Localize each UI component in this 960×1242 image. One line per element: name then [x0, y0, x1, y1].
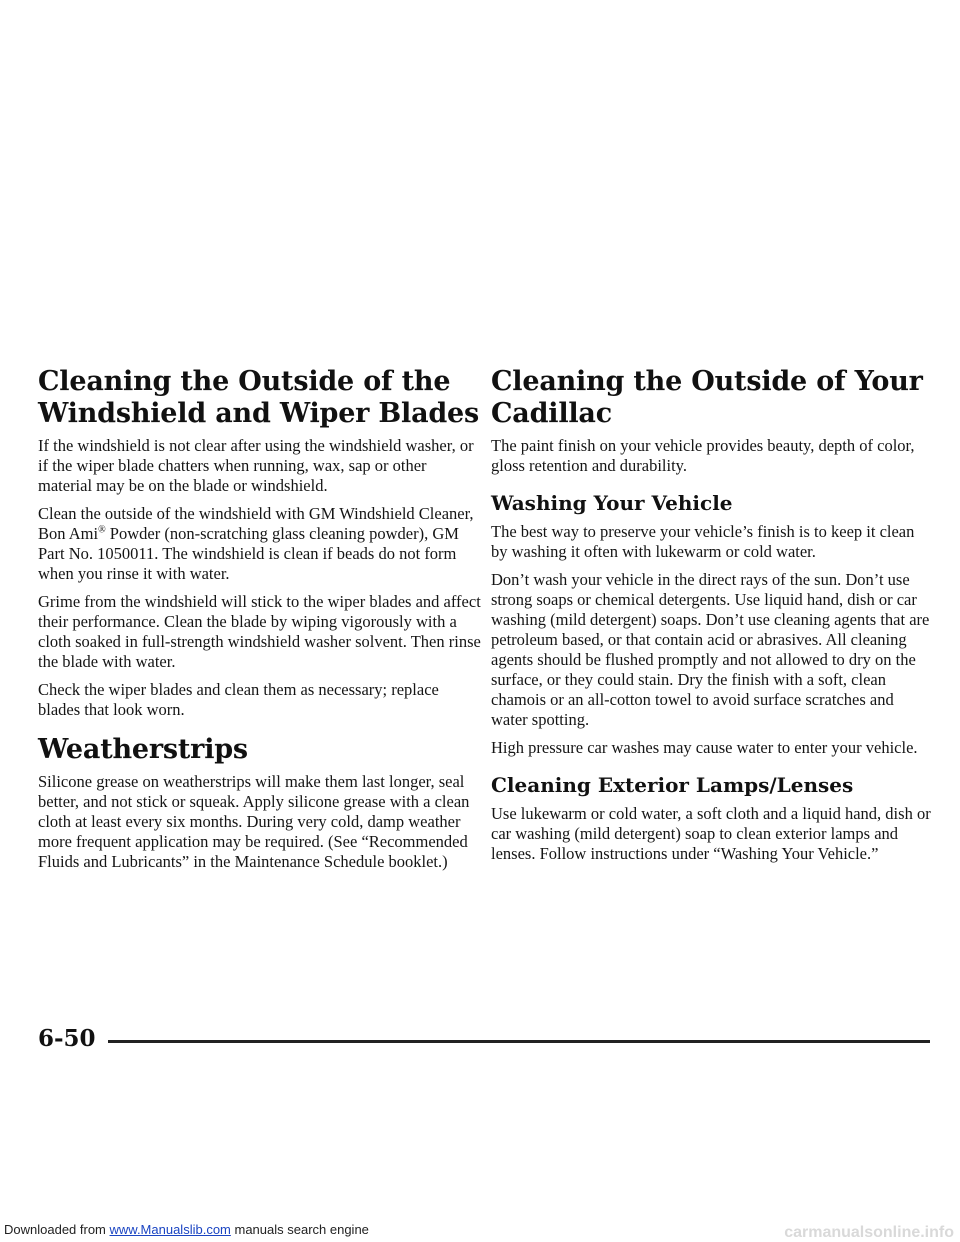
left-column [38, 366, 483, 880]
windshield-paragraph-1: If the windshield is not clear after using the windshield washer, or if the wiper blade chatters when running, wax, sap or other material may be on the blade or windshield. [38, 436, 474, 495]
footer-rule [108, 1040, 930, 1043]
windshield-paragraph-4: Check the wiper blades and clean them as necessary; replace blades that look worn. [38, 680, 439, 719]
washing-paragraph-3: High pressure car washes may cause water to enter your vehicle. [491, 738, 918, 757]
windshield-section-title [38, 366, 483, 430]
washing-paragraph-1: The best way to preserve your vehicle’s finish is to keep it clean by washing it often with lukewarm or cold water. [491, 522, 915, 561]
right-column [491, 366, 931, 872]
windshield-title-line2: Windshield and Wiper Blades [38, 398, 480, 429]
download-banner [0, 0, 960, 28]
source-suffix: manuals search engine [230, 1222, 369, 1237]
washing-section-title: Washing Your Vehicle [491, 491, 733, 515]
windshield-title-line1: Cleaning the Outside of the [38, 366, 451, 397]
registered-mark: ® [98, 524, 106, 536]
cadillac-section-title: Cleaning the Outside of Your Cadillac [491, 366, 923, 429]
lamps-section-title: Cleaning Exterior Lamps/Lenses [491, 773, 854, 797]
windshield-paragraph-3: Grime from the windshield will stick to the wiper blades and affect their performance. Clean the blade by wiping vigorously with a cloth soaked in full-strength windshield washer solvent. Then rinse the blade with water. [38, 592, 481, 671]
site-watermark: carmanualsonline.info [784, 1224, 954, 1241]
washing-paragraph-2: Don’t wash your vehicle in the direct rays of the sun. Don’t use strong soaps or chemical detergents. Use liquid hand, dish or car washing (mild detergent) soaps. Don’t use cleaning agents that are petroleum based, or that contain acid or abrasives. All cleaning agents should be flushed promptly and not allowed to dry on the surface, or they could stain. Dry the finish with a soft, clean chamois or an all-cotton towel to avoid surface scratches and water spotting. [491, 570, 930, 729]
windshield-paragraph-2 [38, 504, 483, 584]
manualslib-link[interactable]: www.Manualslib.com [109, 1222, 231, 1237]
page-number: 6-50 [38, 1025, 96, 1052]
weatherstrips-title: Weatherstrips [38, 734, 248, 765]
windshield-paragraph-2a: Clean the outside of the windshield with GM Windshield Cleaner, Bon Ami [38, 504, 474, 543]
source-prefix: Downloaded from [4, 1222, 110, 1237]
cadillac-paragraph-1: The paint finish on your vehicle provides beauty, depth of color, gloss retention and durability. [491, 436, 915, 475]
windshield-paragraph-2b: Powder (non-scratching glass cleaning powder), GM Part No. 1050011. The windshield is clean if beads do not form when you rinse it with water. [38, 524, 459, 583]
page-footer [38, 1024, 930, 1056]
lamps-paragraph: Use lukewarm or cold water, a soft cloth and a liquid hand, dish or car washing (mild detergent) soap to clean exterior lamps and lenses. Follow instructions under “Washing Your Vehicle.” [491, 804, 931, 863]
weatherstrips-paragraph: Silicone grease on weatherstrips will make them last longer, seal better, and not stick or squeak. Apply silicone grease with a clean cloth at least every six months. During very cold, damp weather more frequent application may be required. (See “Recommended Fluids and Lubricants” in the Maintenance Schedule booklet.) [38, 772, 470, 871]
